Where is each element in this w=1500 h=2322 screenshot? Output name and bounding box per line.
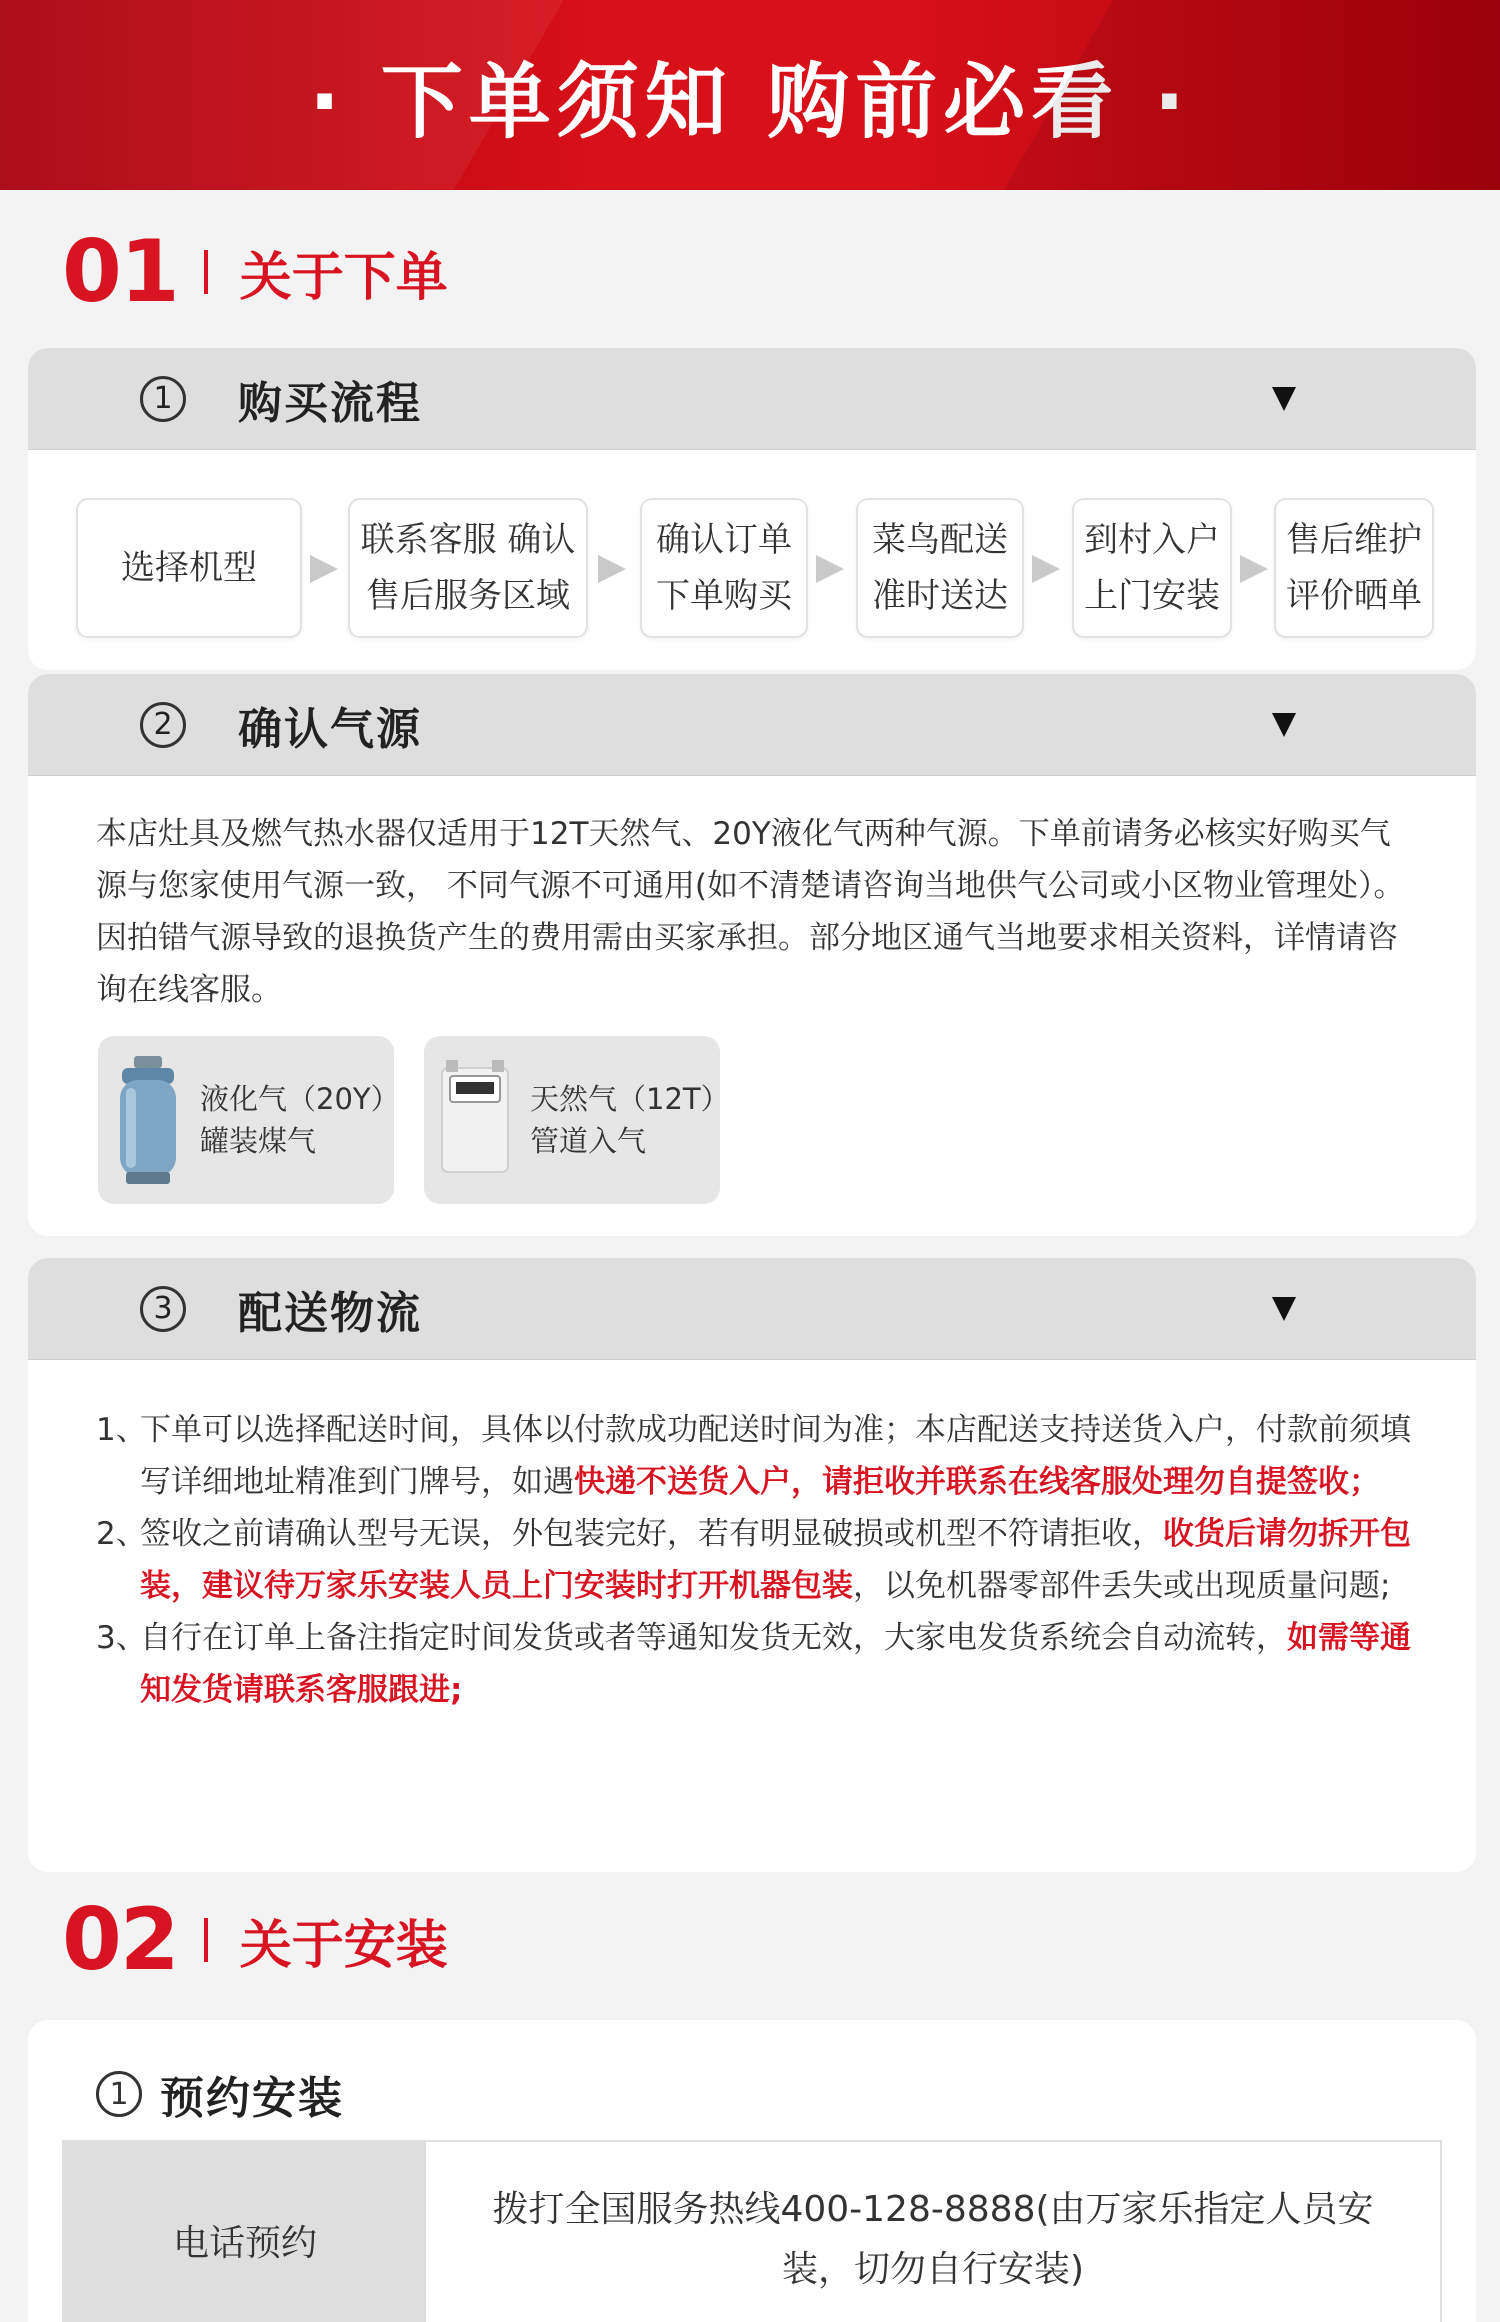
card-title: 配送物流 <box>238 1287 422 1339</box>
install-method-detail: 拨打全国服务热线400-128-8888(由万家乐指定人员安装，切勿自行安装) <box>426 2142 1440 2322</box>
gas-tank-icon <box>116 1054 180 1188</box>
card-title: 购买流程 <box>238 377 422 429</box>
gas-type-desc: 管道入气 <box>530 1124 647 1158</box>
arrow-right-icon <box>1240 555 1268 583</box>
gas-option-lpg <box>98 1036 400 1204</box>
list-item: 2、 签收之前请确认型号无误，外包装完好，若有明显破损或机型不符请拒收，收货后请勿拆开包装，建议待万家乐安装人员上门安装时打开机器包装，以免机器零部件丢失或出现质量问题; <box>96 1516 1411 1604</box>
chevron-down-icon[interactable] <box>1272 1297 1296 1321</box>
section-number: 01 <box>62 222 178 322</box>
gas-type-label: 天然气（12T） <box>530 1082 730 1116</box>
install-subheading <box>96 2062 344 2126</box>
install-title: 预约安装 <box>160 2073 344 2124</box>
section-title: 关于安装 <box>239 1915 448 1976</box>
step-after-sales: 售后维护 评价晒单 <box>1274 498 1434 638</box>
chevron-down-icon[interactable] <box>1272 713 1296 737</box>
gas-source-paragraph: 本店灶具及燃气热水器仅适用于12T天然气、20Y液化气两种气源。下单前请务必核实好购买气源与您家使用气源一致， 不同气源不可通用(如不清楚请咨询当地供气公司或小区物业管理处）。因拍错气源导致的退换货产生的费用需由买家承担。部分地区通气当地要求相关资料，详情请咨询在线客服。 <box>96 816 1405 1008</box>
step-select-model: 选择机型 <box>76 498 302 638</box>
gas-type-label: 液化气（20Y） <box>200 1082 400 1116</box>
banner-title: · 下单须知 购前必看 · <box>309 54 1191 150</box>
step-number-badge: 2 <box>140 702 186 748</box>
step-number-badge: 3 <box>140 1286 186 1332</box>
section-number: 02 <box>62 1890 178 1990</box>
list-item: 1、 下单可以选择配送时间，具体以付款成功配送时间为准；本店配送支持送货入户，付款前须填写详细地址精准到门牌号，如遇快递不送货入户，请拒收并联系在线客服处理勿自提签收； <box>96 1412 1411 1500</box>
step-number-badge: 1 <box>140 376 186 422</box>
step-confirm-order: 确认订单 下单购买 <box>640 498 808 638</box>
gas-option-natural <box>424 1036 730 1204</box>
install-method-label: 电话预约 <box>64 2142 426 2322</box>
gas-source-header[interactable] <box>28 674 1476 776</box>
logistics-header[interactable] <box>28 1258 1476 1360</box>
arrow-right-icon <box>310 555 338 583</box>
section-divider <box>204 1918 208 1962</box>
list-item: 3、 自行在订单上备注指定时间发货或者等通知发货无效，大家电发货系统会自动流转，如需等通知发货请联系客服跟进; <box>96 1620 1411 1708</box>
step-install: 到村入户 上门安装 <box>1072 498 1232 638</box>
arrow-right-icon <box>816 555 844 583</box>
arrow-right-icon <box>1032 555 1060 583</box>
install-table <box>62 2140 1442 2322</box>
step-delivery: 菜鸟配送 准时送达 <box>856 498 1024 638</box>
gas-meter-icon <box>438 1060 512 1180</box>
section-heading-install <box>62 1890 448 1990</box>
arrow-right-icon <box>598 555 626 583</box>
step-number-badge: 1 <box>96 2071 142 2117</box>
card-title: 确认气源 <box>238 703 422 755</box>
logistics-list <box>96 1404 1416 1716</box>
gas-type-desc: 罐装煤气 <box>200 1124 317 1158</box>
section-title: 关于下单 <box>239 247 448 308</box>
step-contact-service: 联系客服 确认 售后服务区域 <box>348 498 588 638</box>
